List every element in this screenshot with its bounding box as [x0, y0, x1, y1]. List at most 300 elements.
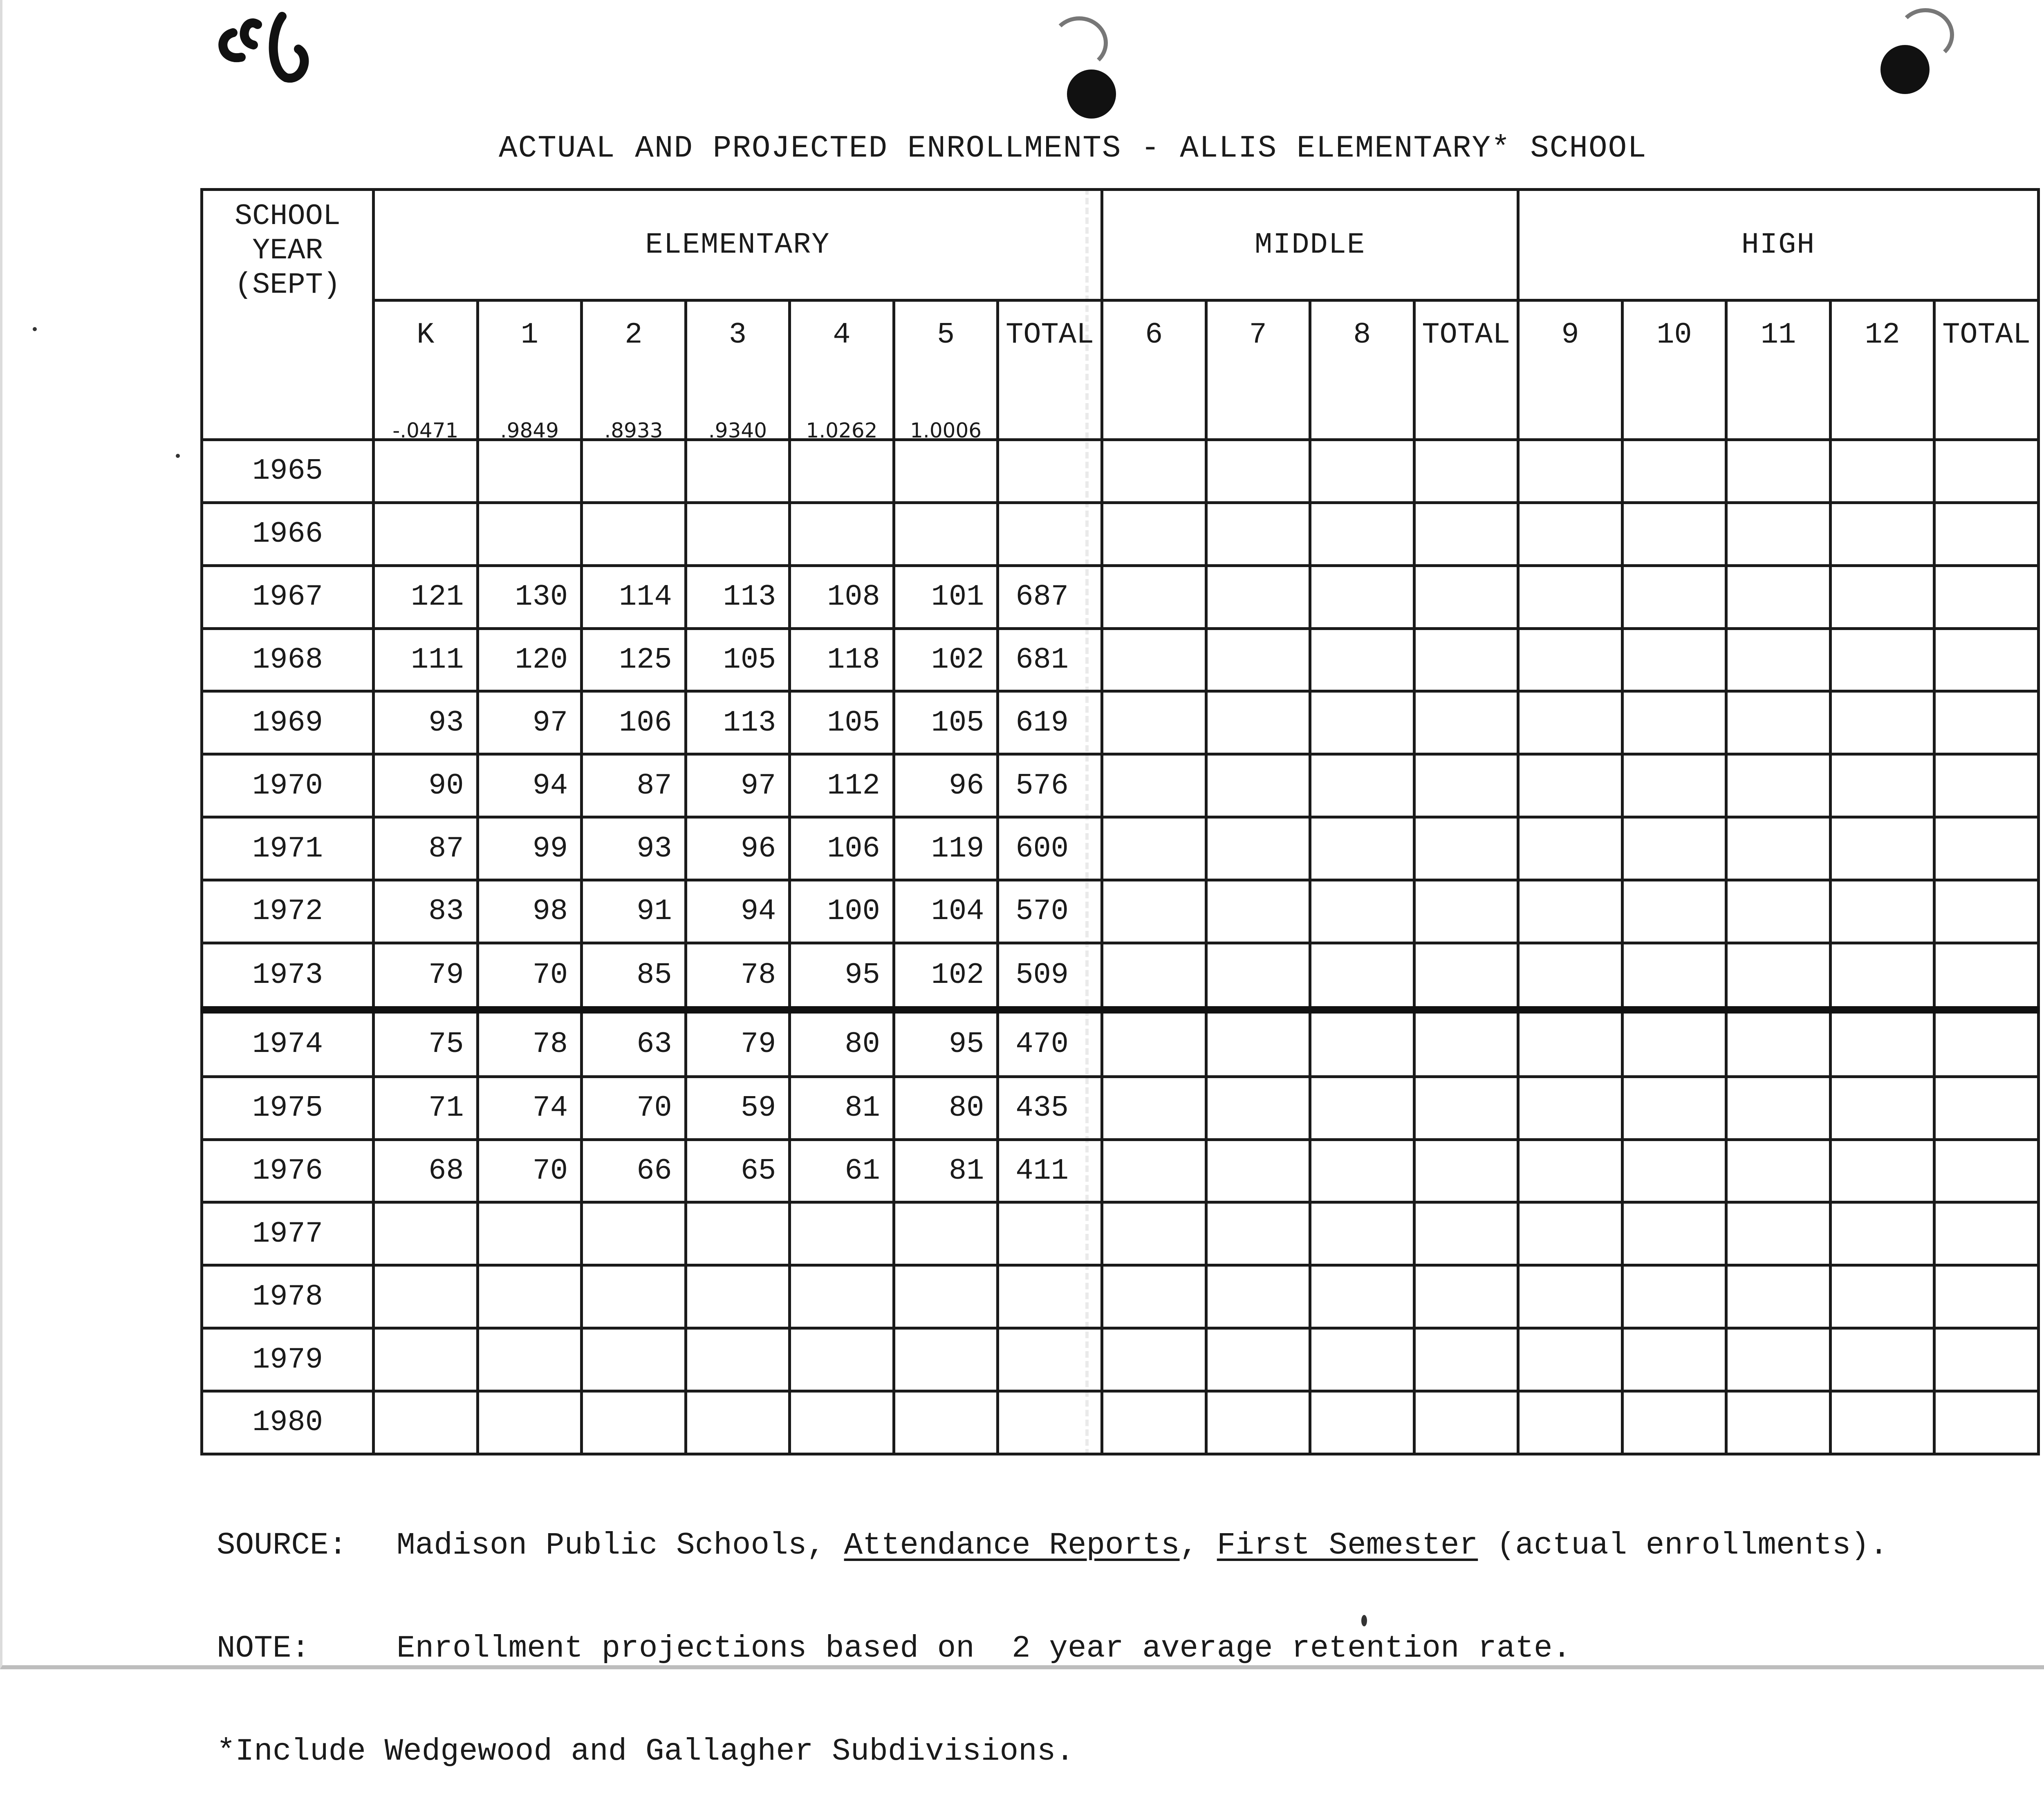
- enrollment-cell: [790, 1265, 894, 1328]
- table-row: [202, 1202, 2039, 1265]
- empty-cell: [1206, 628, 1310, 691]
- empty-cell: [1414, 1010, 1518, 1076]
- empty-cell: [1102, 628, 1206, 691]
- empty-cell: [1934, 817, 2039, 880]
- enrollment-cell: 85: [582, 943, 686, 1009]
- enrollment-cell: 63: [582, 1010, 686, 1076]
- retention-rate: -.0471: [392, 419, 459, 443]
- empty-cell: [1206, 1202, 1310, 1265]
- empty-cell: [1622, 817, 1726, 880]
- enrollment-cell: 70: [477, 1139, 582, 1202]
- enrollment-cell: 125: [582, 628, 686, 691]
- grade-label: TOTAL: [1006, 318, 1094, 352]
- empty-cell: [1622, 628, 1726, 691]
- elementary-total-cell: 435: [998, 1076, 1102, 1139]
- empty-cell: [1726, 1076, 1831, 1139]
- enrollment-cell: 105: [894, 691, 998, 754]
- enrollment-cell: 97: [477, 691, 582, 754]
- empty-cell: [1830, 502, 1934, 565]
- source-line: [217, 1528, 1888, 1563]
- middle-grade-header: [1414, 300, 1518, 440]
- table-row: [202, 943, 2039, 1009]
- enrollment-cell: [686, 502, 790, 565]
- empty-cell: [1310, 943, 1414, 1009]
- enrollment-cell: 98: [477, 880, 582, 943]
- retention-rate: 1.0006: [910, 419, 982, 443]
- enrollment-cell: [477, 1391, 582, 1454]
- empty-cell: [1518, 628, 1623, 691]
- empty-cell: [1830, 440, 1934, 503]
- empty-cell: [1206, 565, 1310, 628]
- school-year-header-line: YEAR: [252, 234, 323, 267]
- enrollment-cell: 121: [374, 565, 478, 628]
- elementary-total-cell: [998, 502, 1102, 565]
- enrollment-cell: 79: [374, 943, 478, 1009]
- enrollment-cell: 87: [374, 817, 478, 880]
- enrollment-cell: 61: [790, 1139, 894, 1202]
- enrollment-cell: 102: [894, 628, 998, 691]
- enrollment-cell: [374, 1391, 478, 1454]
- empty-cell: [1310, 817, 1414, 880]
- empty-cell: [1518, 817, 1623, 880]
- source-separator: ,: [1179, 1528, 1217, 1563]
- empty-cell: [1726, 502, 1831, 565]
- enrollment-cell: [374, 1202, 478, 1265]
- elementary-grade-header: [894, 300, 998, 443]
- empty-cell: [1206, 754, 1310, 817]
- enrollment-cell: 94: [686, 880, 790, 943]
- empty-cell: [1726, 1139, 1831, 1202]
- enrollment-cell: [790, 502, 894, 565]
- empty-cell: [1830, 1202, 1934, 1265]
- enrollment-cell: 104: [894, 880, 998, 943]
- enrollment-cell: 118: [790, 628, 894, 691]
- middle-header: MIDDLE: [1102, 190, 1518, 300]
- elementary-total-cell: 509: [998, 943, 1102, 1009]
- retention-rate: .9340: [708, 419, 767, 443]
- retention-rate: .9849: [500, 419, 559, 443]
- empty-cell: [1934, 1139, 2039, 1202]
- empty-cell: [1414, 691, 1518, 754]
- empty-cell: [1414, 1076, 1518, 1139]
- high-grade-header: [1622, 300, 1726, 440]
- enrollment-cell: [686, 1391, 790, 1454]
- table-row: [202, 880, 2039, 943]
- empty-cell: [1934, 565, 2039, 628]
- enrollment-cell: 112: [790, 754, 894, 817]
- elementary-grade-header: [998, 300, 1102, 440]
- enrollment-cell: 96: [894, 754, 998, 817]
- empty-cell: [1622, 502, 1726, 565]
- enrollment-cell: 111: [374, 628, 478, 691]
- handwritten-mark: [208, 8, 331, 90]
- enrollment-cell: [477, 502, 582, 565]
- speck: [33, 327, 37, 331]
- elementary-grade-header: [790, 300, 894, 443]
- enrollment-cell: [582, 440, 686, 503]
- table-body: [202, 440, 2039, 1454]
- empty-cell: [1726, 943, 1831, 1009]
- note-text: Enrollment projections based on 2 year average retention rate.: [397, 1631, 1571, 1666]
- empty-cell: [1726, 817, 1831, 880]
- group-header-row: [202, 190, 2039, 300]
- year-cell: 1967: [202, 565, 374, 628]
- empty-cell: [1830, 1010, 1934, 1076]
- empty-cell: [1310, 1139, 1414, 1202]
- grade-label: 3: [728, 318, 747, 352]
- empty-cell: [1518, 691, 1623, 754]
- note-label: NOTE:: [217, 1631, 310, 1666]
- enrollment-cell: [790, 1391, 894, 1454]
- table-row: [202, 1010, 2039, 1076]
- enrollment-cell: 96: [686, 817, 790, 880]
- empty-cell: [1622, 943, 1726, 1009]
- empty-cell: [1102, 440, 1206, 503]
- middle-grade-header: [1206, 300, 1310, 440]
- table-row: [202, 1391, 2039, 1454]
- enrollment-cell: [374, 440, 478, 503]
- empty-cell: [1830, 880, 1934, 943]
- empty-cell: [1206, 1328, 1310, 1391]
- enrollment-cell: 87: [582, 754, 686, 817]
- empty-cell: [1414, 880, 1518, 943]
- enrollment-cell: [686, 1265, 790, 1328]
- enrollment-cell: [686, 1328, 790, 1391]
- empty-cell: [1102, 691, 1206, 754]
- enrollment-cell: [582, 1391, 686, 1454]
- enrollment-cell: [686, 440, 790, 503]
- empty-cell: [1310, 565, 1414, 628]
- table-row: [202, 628, 2039, 691]
- empty-cell: [1414, 1391, 1518, 1454]
- empty-cell: [1622, 1202, 1726, 1265]
- empty-cell: [1518, 943, 1623, 1009]
- year-cell: 1970: [202, 754, 374, 817]
- empty-cell: [1206, 1391, 1310, 1454]
- enrollment-cell: [894, 1202, 998, 1265]
- grade-label: 12: [1865, 318, 1900, 352]
- empty-cell: [1310, 754, 1414, 817]
- source-semester: First Semester: [1217, 1528, 1478, 1563]
- high-grade-header: [1518, 300, 1623, 440]
- empty-cell: [1310, 1010, 1414, 1076]
- enrollment-cell: [894, 440, 998, 503]
- enrollment-cell: [374, 1328, 478, 1391]
- speck: [176, 454, 180, 458]
- enrollment-cell: [582, 1265, 686, 1328]
- empty-cell: [1726, 1328, 1831, 1391]
- empty-cell: [1934, 1076, 2039, 1139]
- document-title: ACTUAL AND PROJECTED ENROLLMENTS - ALLIS ELEMENTARY* SCHOOL: [499, 131, 1647, 166]
- year-cell: 1979: [202, 1328, 374, 1391]
- enrollment-cell: 83: [374, 880, 478, 943]
- enrollment-cell: [582, 502, 686, 565]
- elementary-total-cell: [998, 1328, 1102, 1391]
- enrollment-cell: 81: [894, 1139, 998, 1202]
- table-row: [202, 440, 2039, 503]
- school-year-header-line: SCHOOL: [234, 200, 341, 233]
- empty-cell: [1518, 1139, 1623, 1202]
- elementary-total-cell: 576: [998, 754, 1102, 817]
- enrollment-cell: [790, 1328, 894, 1391]
- empty-cell: [1102, 943, 1206, 1009]
- enrollment-cell: 74: [477, 1076, 582, 1139]
- empty-cell: [1310, 628, 1414, 691]
- empty-cell: [1830, 1076, 1934, 1139]
- empty-cell: [1726, 880, 1831, 943]
- empty-cell: [1414, 565, 1518, 628]
- empty-cell: [1622, 440, 1726, 503]
- enrollment-cell: 130: [477, 565, 582, 628]
- elementary-total-cell: 681: [998, 628, 1102, 691]
- empty-cell: [1726, 1010, 1831, 1076]
- empty-cell: [1206, 943, 1310, 1009]
- empty-cell: [1206, 880, 1310, 943]
- empty-cell: [1414, 1202, 1518, 1265]
- enrollment-cell: 114: [582, 565, 686, 628]
- enrollment-cell: 105: [686, 628, 790, 691]
- empty-cell: [1934, 691, 2039, 754]
- enrollment-cell: 81: [790, 1076, 894, 1139]
- enrollment-cell: 66: [582, 1139, 686, 1202]
- empty-cell: [1518, 1328, 1623, 1391]
- year-cell: 1980: [202, 1391, 374, 1454]
- empty-cell: [1726, 754, 1831, 817]
- enrollment-cell: 75: [374, 1010, 478, 1076]
- empty-cell: [1622, 1328, 1726, 1391]
- table-row: [202, 565, 2039, 628]
- empty-cell: [1518, 440, 1623, 503]
- enrollment-table: [200, 188, 2040, 1455]
- empty-cell: [1414, 502, 1518, 565]
- empty-cell: [1726, 691, 1831, 754]
- empty-cell: [1622, 1076, 1726, 1139]
- empty-cell: [1934, 1265, 2039, 1328]
- enrollment-cell: 95: [790, 943, 894, 1009]
- elementary-total-cell: 619: [998, 691, 1102, 754]
- grade-label: TOTAL: [1422, 318, 1511, 352]
- enrollment-cell: [374, 502, 478, 565]
- enrollment-cell: 79: [686, 1010, 790, 1076]
- grade-label: 6: [1145, 318, 1163, 352]
- enrollment-cell: 113: [686, 691, 790, 754]
- empty-cell: [1310, 1076, 1414, 1139]
- empty-cell: [1102, 1328, 1206, 1391]
- enrollment-cell: 100: [790, 880, 894, 943]
- note-line: [217, 1631, 1888, 1666]
- empty-cell: [1414, 1328, 1518, 1391]
- table-row: [202, 691, 2039, 754]
- grade-label: 9: [1561, 318, 1579, 352]
- elementary-grade-header: [374, 300, 478, 443]
- empty-cell: [1934, 440, 2039, 503]
- enrollment-cell: 97: [686, 754, 790, 817]
- enrollment-cell: [374, 1265, 478, 1328]
- year-cell: 1975: [202, 1076, 374, 1139]
- empty-cell: [1310, 1391, 1414, 1454]
- elementary-grade-header: [477, 300, 582, 443]
- table-row: [202, 502, 2039, 565]
- empty-cell: [1102, 565, 1206, 628]
- elementary-grade-header: [582, 300, 686, 443]
- empty-cell: [1102, 1391, 1206, 1454]
- year-cell: 1976: [202, 1139, 374, 1202]
- empty-cell: [1518, 754, 1623, 817]
- empty-cell: [1830, 754, 1934, 817]
- punch-hole-ring: [1051, 16, 1108, 70]
- year-cell: 1971: [202, 817, 374, 880]
- empty-cell: [1518, 565, 1623, 628]
- empty-cell: [1934, 502, 2039, 565]
- elementary-total-cell: [998, 1265, 1102, 1328]
- enrollment-cell: 78: [477, 1010, 582, 1076]
- empty-cell: [1518, 1391, 1623, 1454]
- empty-cell: [1934, 943, 2039, 1009]
- empty-cell: [1414, 1265, 1518, 1328]
- empty-cell: [1310, 1202, 1414, 1265]
- empty-cell: [1414, 817, 1518, 880]
- enrollment-cell: [477, 440, 582, 503]
- enrollment-cell: 78: [686, 943, 790, 1009]
- empty-cell: [1206, 440, 1310, 503]
- empty-cell: [1310, 1265, 1414, 1328]
- elementary-total-cell: 687: [998, 565, 1102, 628]
- empty-cell: [1518, 880, 1623, 943]
- empty-cell: [1102, 1076, 1206, 1139]
- footnotes: [217, 1460, 1888, 1803]
- empty-cell: [1518, 1265, 1623, 1328]
- enrollment-cell: 71: [374, 1076, 478, 1139]
- elementary-total-cell: 470: [998, 1010, 1102, 1076]
- middle-grade-header: [1102, 300, 1206, 440]
- empty-cell: [1934, 628, 2039, 691]
- grade-label: 5: [937, 318, 955, 352]
- enrollment-cell: 68: [374, 1139, 478, 1202]
- year-cell: 1974: [202, 1010, 374, 1076]
- grade-label: 2: [625, 318, 643, 352]
- source-text: Madison Public Schools,: [397, 1528, 844, 1563]
- empty-cell: [1622, 565, 1726, 628]
- elementary-grade-header: [686, 300, 790, 443]
- enrollment-cell: [894, 1328, 998, 1391]
- empty-cell: [1518, 502, 1623, 565]
- enrollment-cell: 106: [582, 691, 686, 754]
- high-grade-header: [1830, 300, 1934, 440]
- year-cell: 1969: [202, 691, 374, 754]
- school-year-header-line: (SEPT): [234, 268, 341, 302]
- empty-cell: [1934, 1010, 2039, 1076]
- empty-cell: [1622, 754, 1726, 817]
- empty-cell: [1206, 691, 1310, 754]
- enrollment-cell: [790, 1202, 894, 1265]
- empty-cell: [1830, 817, 1934, 880]
- grade-label: 4: [833, 318, 851, 352]
- enrollment-cell: 105: [790, 691, 894, 754]
- enrollment-cell: 91: [582, 880, 686, 943]
- empty-cell: [1310, 691, 1414, 754]
- empty-cell: [1206, 1139, 1310, 1202]
- table-row: [202, 754, 2039, 817]
- source-label: SOURCE:: [217, 1528, 347, 1563]
- enrollment-cell: [894, 1391, 998, 1454]
- year-cell: 1978: [202, 1265, 374, 1328]
- empty-cell: [1726, 565, 1831, 628]
- empty-cell: [1102, 817, 1206, 880]
- grade-header-row: [202, 300, 2039, 440]
- empty-cell: [1102, 880, 1206, 943]
- enrollment-cell: 95: [894, 1010, 998, 1076]
- enrollment-cell: 94: [477, 754, 582, 817]
- year-cell: 1965: [202, 440, 374, 503]
- year-cell: 1973: [202, 943, 374, 1009]
- enrollment-cell: 102: [894, 943, 998, 1009]
- empty-cell: [1102, 1202, 1206, 1265]
- year-cell: 1972: [202, 880, 374, 943]
- middle-grade-header: [1310, 300, 1414, 440]
- enrollment-cell: [686, 1202, 790, 1265]
- year-cell: 1968: [202, 628, 374, 691]
- empty-cell: [1518, 1202, 1623, 1265]
- empty-cell: [1206, 1265, 1310, 1328]
- grade-label: 10: [1656, 318, 1692, 352]
- empty-cell: [1726, 1391, 1831, 1454]
- elementary-total-cell: [998, 1391, 1102, 1454]
- empty-cell: [1414, 754, 1518, 817]
- empty-cell: [1830, 1139, 1934, 1202]
- empty-cell: [1622, 1139, 1726, 1202]
- table-row: [202, 1265, 2039, 1328]
- empty-cell: [1830, 628, 1934, 691]
- enrollment-cell: 106: [790, 817, 894, 880]
- empty-cell: [1934, 880, 2039, 943]
- school-year-header: [202, 190, 374, 440]
- enrollment-cell: [894, 502, 998, 565]
- empty-cell: [1726, 1202, 1831, 1265]
- empty-cell: [1726, 1265, 1831, 1328]
- grade-label: 8: [1353, 318, 1371, 352]
- empty-cell: [1102, 1265, 1206, 1328]
- enrollment-cell: 65: [686, 1139, 790, 1202]
- elementary-total-cell: 570: [998, 880, 1102, 943]
- empty-cell: [1934, 1391, 2039, 1454]
- empty-cell: [1622, 691, 1726, 754]
- empty-cell: [1414, 1139, 1518, 1202]
- enrollment-cell: [477, 1265, 582, 1328]
- table-row: [202, 1328, 2039, 1391]
- retention-rate: .8933: [604, 419, 663, 443]
- empty-cell: [1934, 1202, 2039, 1265]
- punch-hole: [1067, 70, 1116, 119]
- empty-cell: [1830, 691, 1934, 754]
- empty-cell: [1622, 1391, 1726, 1454]
- enrollment-cell: 59: [686, 1076, 790, 1139]
- enrollment-cell: 119: [894, 817, 998, 880]
- grade-label: K: [417, 318, 435, 352]
- empty-cell: [1518, 1010, 1623, 1076]
- enrollment-cell: 90: [374, 754, 478, 817]
- empty-cell: [1206, 1010, 1310, 1076]
- elementary-header: ELEMENTARY: [374, 190, 1102, 300]
- enrollment-cell: 93: [374, 691, 478, 754]
- enrollment-cell: [582, 1202, 686, 1265]
- empty-cell: [1102, 754, 1206, 817]
- empty-cell: [1310, 1328, 1414, 1391]
- empty-cell: [1830, 943, 1934, 1009]
- empty-cell: [1830, 565, 1934, 628]
- enrollment-cell: [894, 1265, 998, 1328]
- enrollment-cell: 80: [790, 1010, 894, 1076]
- source-suffix: (actual enrollments).: [1478, 1528, 1888, 1563]
